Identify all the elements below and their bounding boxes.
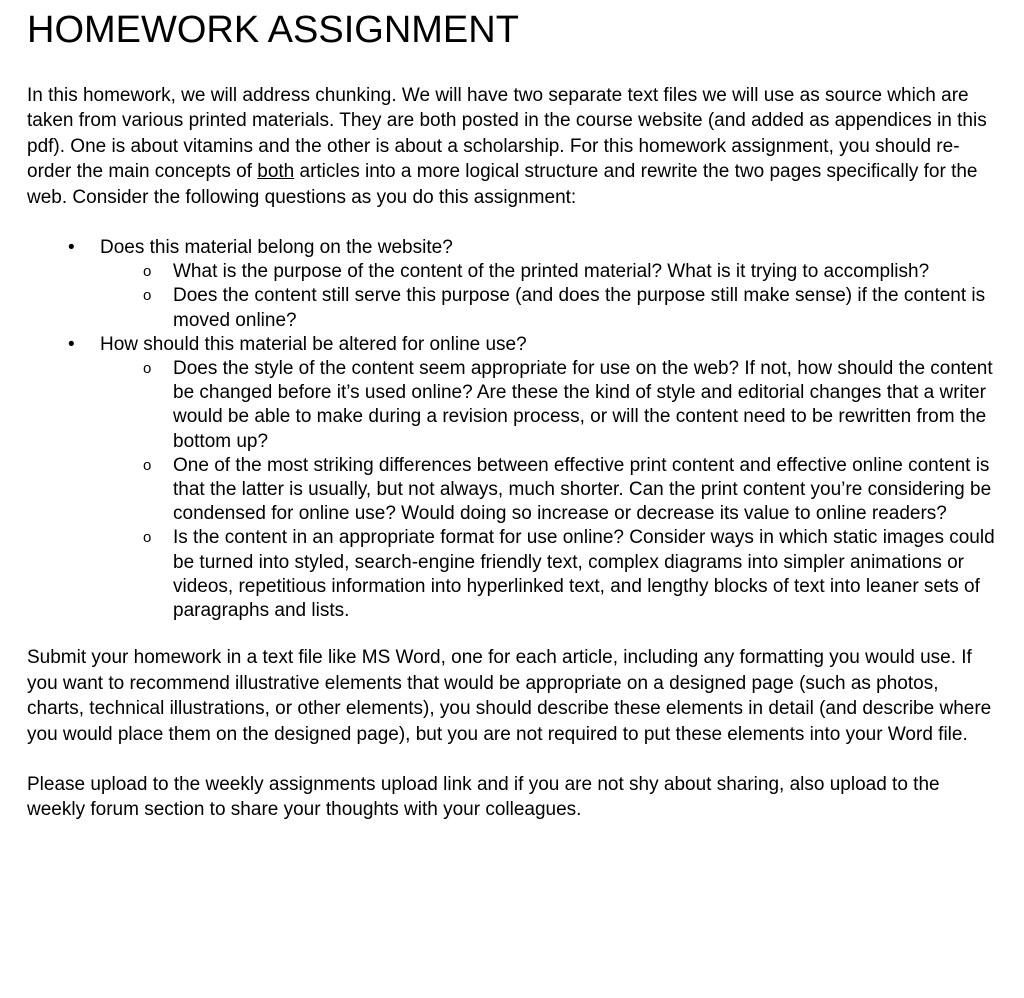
sublist-item-label: What is the purpose of the content of the printed material? What is it trying to accomplish?: [173, 261, 930, 283]
hollow-circle-icon: o: [143, 360, 152, 378]
hollow-circle-icon: o: [143, 456, 152, 474]
document-body: [27, 83, 995, 823]
sublist: [100, 260, 995, 333]
intro-paragraph-text-before: In this homework, we will address chunking. We will have two separate text files we will use as source which are taken from various printed materials. They are both posted in the course website (and added as appendices in this pdf). One is about vitamins and the other is about a scholarship. For this homework assignment, you should re-order the main concepts of: [27, 85, 987, 183]
page-title: HOMEWORK ASSIGNMENT: [27, 9, 519, 51]
list-item: [27, 236, 995, 333]
sublist-item: [100, 526, 995, 623]
intro-paragraph: [27, 83, 995, 210]
questions-list: [27, 236, 995, 623]
hollow-circle-icon: o: [143, 263, 152, 281]
title-spacer: [0, 52, 1024, 83]
list-item-label: How should this material be altered for online use?: [100, 333, 527, 355]
hollow-circle-icon: o: [143, 287, 152, 305]
list-bottom-spacer: [27, 623, 995, 645]
sublist-item: [100, 284, 995, 332]
sublist-item-label: Does the style of the content seem appropriate for use on the web? If not, how should the content be changed before it’s used online? Are these the kind of style and editorial changes that a writer would be able to make during a revision process, or will the content need to be rewritten from the bottom up?: [173, 358, 993, 452]
list-top-spacer: [27, 210, 995, 236]
sublist-item: [100, 357, 995, 454]
hollow-circle-icon: o: [143, 529, 152, 547]
sublist-item-label: Does the content still serve this purpose (and does the purpose still make sense) if the content is moved online?: [173, 285, 986, 331]
sublist-item-label: Is the content in an appropriate format for use online? Consider ways in which static images could be turned into styled, search-engine friendly text, complex diagrams into simpler animations or videos, repetitious information into hyperlinked text, and lengthy blocks of text into leaner sets of paragraphs and lists.: [173, 527, 995, 622]
submission-paragraph: Submit your homework in a text file like MS Word, one for each article, including any formatting you would use. If you want to recommend illustrative elements that would be appropriate on a designed page (such as photos, charts, technical illustrations, or other elements), you should describe these elements in detail (and describe where you would place them on the designed page), but you are not required to put these elements into your Word file.: [27, 647, 992, 745]
sublist: [100, 357, 995, 623]
bullet-point-icon: •: [68, 237, 75, 259]
sublist-item: [100, 454, 995, 527]
intro-paragraph-text-after: articles into a more logical structure and rewrite the two pages specifically for the web. Consider the following questions as you do this assignment:: [27, 161, 978, 208]
list-item-label: Does this material belong on the website?: [100, 237, 453, 259]
bullet-point-icon: •: [68, 333, 75, 355]
sublist-item-label: One of the most striking differences between effective print content and effective online content is that the latter is usually, but not always, much shorter. Can the print content you’re considering be condensed for online use? Would doing so increase or decrease its value to online readers?: [173, 454, 992, 525]
sublist-item: [100, 260, 995, 284]
upload-instructions-paragraph: Please upload to the weekly assignments upload link and if you are not shy about sharing, also upload to the weekly forum section to share your thoughts with your colleagues.: [27, 773, 940, 821]
intro-paragraph-emphasis-both: both: [257, 161, 295, 183]
paragraph-spacer: [27, 747, 995, 772]
list-item: [27, 333, 995, 623]
